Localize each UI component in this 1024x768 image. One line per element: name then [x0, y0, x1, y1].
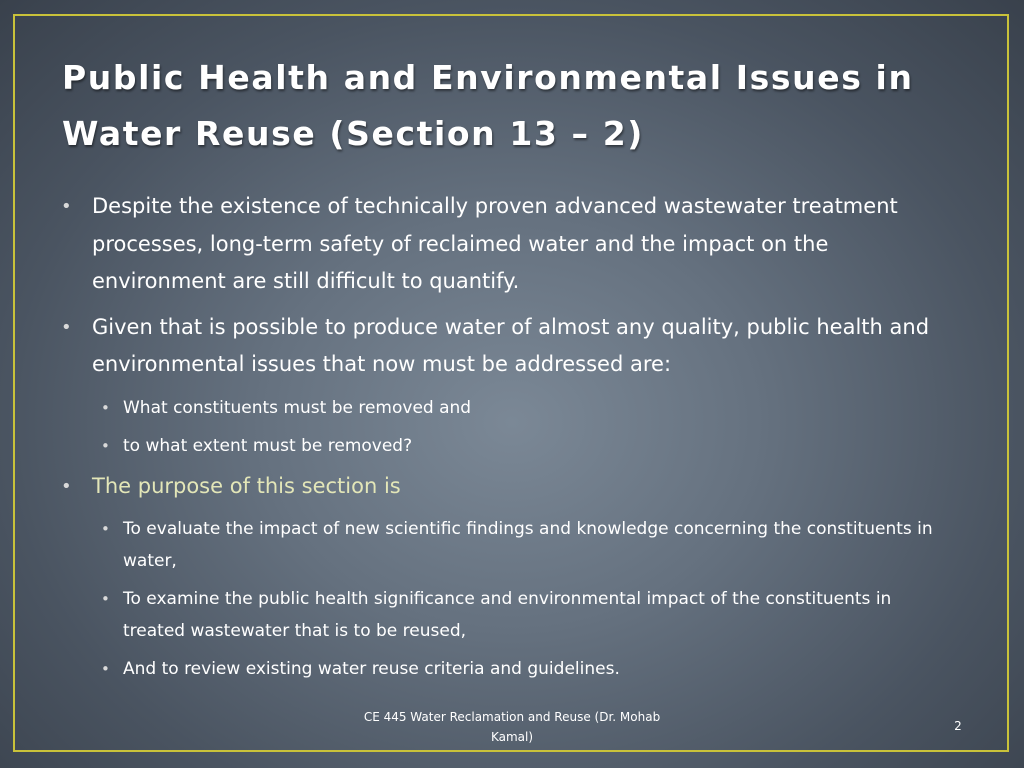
title-line-1: Public Health and Environmental Issues in — [62, 58, 914, 97]
sub-bullet-item — [58, 653, 958, 685]
footer-line-2: Kamal) — [490, 730, 534, 744]
sub-bullet-text: to what extent must be removed? — [123, 435, 413, 456]
bullet-text: Despite the existence of technically proven advanced wastewater treatment processes, long-term safety of reclaimed water and the impact on the environment are still difficult to quantify. — [92, 194, 898, 293]
sub-bullet-item — [58, 513, 958, 577]
sub-bullet-text: What constituents must be removed and — [123, 397, 472, 418]
slide-content — [58, 188, 958, 691]
bullet-item — [58, 188, 958, 301]
bullet-item — [58, 309, 958, 384]
sub-bullet-text: To evaluate the impact of new scientific findings and knowledge concerning the constituents in water, — [123, 519, 933, 571]
bullet-text: Given that is possible to produce water of almost any quality, public health and environmental issues that now must be addressed are: — [92, 314, 930, 376]
bullet-text: The purpose of this section is — [92, 473, 401, 498]
sub-bullet-item — [58, 583, 958, 647]
bullet-dot-icon: • — [101, 660, 110, 678]
sub-bullet-item — [58, 392, 958, 424]
bullet-dot-icon: • — [101, 398, 110, 417]
slide-footer — [332, 707, 692, 747]
bullet-dot-icon: • — [101, 436, 110, 455]
bullet-dot-icon: • — [101, 520, 110, 538]
page-number: 2 — [954, 719, 962, 733]
sub-bullet-item — [58, 430, 958, 462]
bullet-dot-icon: • — [101, 590, 110, 608]
footer-line-1: CE 445 Water Reclamation and Reuse (Dr. Mohab — [363, 710, 661, 724]
sub-bullet-text: And to review existing water reuse criteria and guidelines. — [123, 659, 620, 679]
title-line-2: Water Reuse (Section 13 – 2) — [62, 114, 644, 153]
bullet-dot-icon: • — [61, 196, 72, 217]
slide-title — [62, 50, 962, 162]
sub-bullet-text: To examine the public health significance and environmental impact of the constituents in treated wastewater that is to be reused, — [123, 589, 892, 641]
bullet-item — [58, 468, 958, 506]
bullet-dot-icon: • — [61, 475, 72, 497]
bullet-dot-icon: • — [61, 316, 72, 338]
